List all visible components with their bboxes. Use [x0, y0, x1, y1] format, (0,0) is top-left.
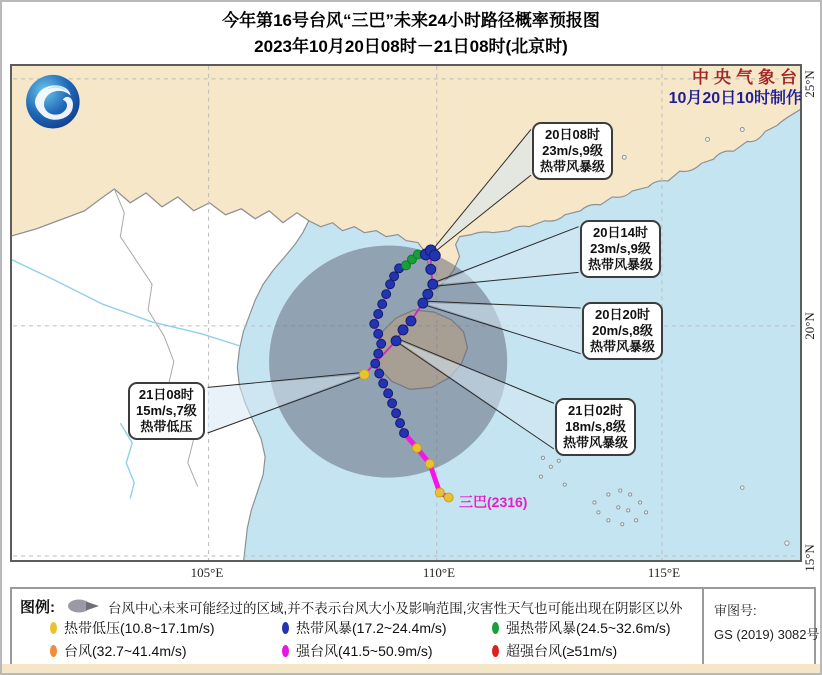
lon-label-105e: 105°E — [190, 565, 224, 580]
callout-20d08h — [532, 122, 613, 180]
map-canvas — [12, 66, 800, 560]
callout-time: 21日08时 — [138, 387, 194, 402]
forecast-map — [10, 64, 802, 562]
page-title: 今年第16号台风“三巴”未来24小时路径概率预报图 — [222, 11, 600, 30]
legend-item-label: 热带低压(10.8~17.1m/s) — [64, 620, 215, 636]
callout-level: 热带风暴级 — [563, 435, 629, 450]
approval-value: GS (2019) 3082号 — [714, 627, 820, 642]
probability-area-icon — [66, 598, 102, 614]
callout-wind: 20m/s,8级 — [592, 323, 653, 338]
callout-level: 热带低压 — [140, 419, 193, 434]
super-ty-dot-icon — [492, 645, 499, 657]
lat-label-20n: 20°N — [802, 312, 817, 340]
callout-level: 热带风暴级 — [590, 339, 656, 354]
sts-dot-icon — [492, 622, 499, 634]
callout-21d02h — [555, 398, 636, 456]
ts-dot-icon — [282, 622, 289, 634]
cma-logo-icon — [26, 75, 80, 129]
legend-item-sty — [282, 641, 433, 661]
legend-item-super-ty — [492, 641, 617, 661]
callout-wind: 23m/s,9级 — [542, 143, 603, 158]
title-block — [2, 8, 820, 60]
callout-level: 热带风暴级 — [540, 159, 606, 174]
callout-20d14h — [580, 220, 661, 278]
lon-label-115e: 115°E — [647, 565, 681, 580]
legend-item-ts — [282, 618, 447, 638]
legend-item-sts — [492, 618, 671, 638]
callout-wind: 18m/s,8级 — [565, 419, 626, 434]
callout-21d08h — [128, 382, 205, 440]
callout-time: 20日14时 — [593, 225, 648, 240]
legend-item-label: 强台风(41.5~50.9m/s) — [296, 643, 433, 659]
legend-item-td — [50, 618, 215, 638]
bottom-strip — [2, 664, 820, 673]
legend-item-label: 台风(32.7~41.4m/s) — [64, 643, 187, 659]
approval-label: 审图号: — [714, 603, 757, 618]
legend-item-ty — [50, 641, 187, 661]
storm-name-label: 三巴(2316) — [459, 494, 528, 510]
callout-wind: 23m/s,9级 — [590, 241, 651, 256]
legend-divider — [702, 589, 704, 665]
legend-item-label: 超强台风(≥51m/s) — [506, 643, 618, 659]
page-subtitle: 2023年10月20日08时－21日08时(北京时) — [254, 37, 568, 56]
legend-panel — [10, 587, 820, 667]
legend-item-label: 热带风暴(17.2~24.4m/s) — [296, 620, 447, 636]
publisher-block — [669, 68, 802, 109]
lat-label-25n: 25°N — [802, 70, 817, 98]
callout-time: 20日20时 — [595, 307, 650, 322]
callout-time: 20日08时 — [545, 127, 600, 142]
publisher-issued-time: 10月20日10时制作 — [668, 90, 802, 107]
lon-label-110e: 110°E — [422, 565, 456, 580]
callout-time: 21日02时 — [568, 403, 623, 418]
td-dot-icon — [50, 622, 57, 634]
map-approval-number — [714, 599, 820, 647]
legend-item-label: 强热带风暴(24.5~32.6m/s) — [506, 620, 671, 636]
callout-20d20h — [582, 302, 663, 360]
sty-dot-icon — [282, 645, 289, 657]
legend-note: 台风中心未来可能经过的区域,并不表示台风大小及影响范围,灾害性天气也可能出现在阴影区以外 — [108, 601, 683, 616]
publisher-name: 中央气象台 — [692, 68, 802, 87]
ty-dot-icon — [50, 645, 57, 657]
callout-level: 热带风暴级 — [588, 257, 654, 272]
callout-wind: 15m/s,7级 — [136, 403, 197, 418]
legend-title: 图例: — [20, 599, 55, 616]
lat-label-15n: 15°N — [802, 544, 817, 572]
